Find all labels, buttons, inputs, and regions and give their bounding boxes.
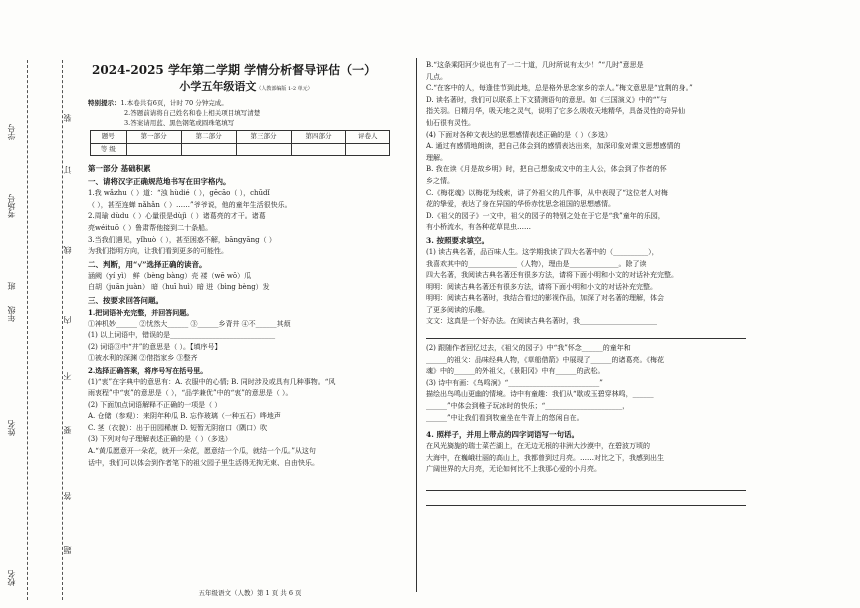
fill-line: 了更多阅读的乐趣。 bbox=[426, 305, 489, 314]
score-row-label: 等 级 bbox=[91, 143, 127, 156]
example-line: 广阔世界的大月亮，无论如何比不上我那心爱的小月亮。 bbox=[426, 465, 601, 474]
note-item: 1.本卷共有6页，计时 70 分钟完成。 bbox=[120, 99, 228, 107]
score-cell[interactable] bbox=[236, 143, 291, 156]
r-line: C.“在客中的人，每逢佳节到此地，总是格外思念家乡的亲人。”梅文意思是“宜荆的身。” bbox=[426, 84, 693, 93]
example-line: 大海中，在巍峨壮丽的高山上，我都曾到过月亮。……对比之下，我感到出生 bbox=[426, 453, 664, 462]
bind-label-class: 班 bbox=[7, 282, 16, 290]
q3-line: A.“黄瓜愿意开一朵花，就开一朵花，愿意结一个瓜，就结一个瓜。”从这句 bbox=[88, 447, 316, 456]
score-cell[interactable] bbox=[126, 143, 181, 156]
score-header: 第三部分 bbox=[236, 131, 291, 144]
fill-line: 明明：阅读古典名著还有很多方法，请将下面小明和小文的对话补充完整。 bbox=[426, 282, 657, 291]
r-line: C.《梅花魂》以梅花为线索，讲了外祖父的几件事，从中表现了“这位老人对梅 bbox=[426, 188, 668, 197]
r-line: 乡之情。 bbox=[426, 176, 454, 185]
q3-sub1: 1.把词语补充完整，并回答问题。 bbox=[88, 307, 194, 317]
r-line: A. 通过有感情地朗读，把自己体会到的感情表达出来，加深印象对课文思想感情的 bbox=[426, 142, 681, 151]
q3-title: 三、按要求回答问题。 bbox=[88, 295, 163, 305]
q3-line: ①神机妙______ ②忧然大______ ③______乡背井 ④不______其烦 bbox=[88, 319, 291, 328]
seal-char: 要 bbox=[63, 426, 72, 434]
subject: 小学五年级语文 bbox=[179, 80, 257, 93]
q1-line: 亮wéituō（ ）鲁肃帮他接到二十条船。 bbox=[88, 223, 213, 232]
fill-line: 明明：阅读古典名著时，我结合看过的影视作品，加深了对名著的理解，体会 bbox=[426, 294, 664, 303]
exam-title: 2024-2025 学年第二学期 学情分析督导评估（一） bbox=[92, 63, 377, 77]
score-table bbox=[90, 130, 390, 156]
notes-label: 特别提示： bbox=[88, 99, 121, 107]
page-footer: 五年级语文（人教）第 1 页 共 6 页 bbox=[198, 589, 302, 597]
q3-line: A. 仓储（参观）：来阴年种瓜 B. 忘作玻璃（一种五石）哗地声 bbox=[88, 412, 281, 421]
note-item: 3.答案请用蓝、黑色钢笔或圆珠笔填写 bbox=[124, 119, 235, 127]
score-cell[interactable] bbox=[291, 143, 346, 156]
score-header: 第四部分 bbox=[291, 131, 346, 144]
binding-margin bbox=[0, 0, 86, 608]
seal-char: 不 bbox=[63, 372, 72, 380]
note-item: 2.答题前请将自己姓名和卷上相关项目填写清楚 bbox=[124, 109, 261, 117]
r-line: 几点。 bbox=[426, 72, 447, 81]
r-line: 有小桥流水，有各种花草昆虫…… bbox=[426, 223, 531, 232]
fill-line: ______的祖父：品味经典人物，《草船借箭》中展现了______的诸葛亮。《梅花 bbox=[426, 355, 664, 364]
seal-char: 订 bbox=[63, 166, 72, 174]
answer-line[interactable] bbox=[426, 476, 746, 491]
fill-line: 文文：这真是一个好办法。在阅读古典名著时，我______________________ bbox=[426, 317, 657, 326]
bind-label-school: 校名 bbox=[7, 570, 16, 586]
seal-char: 题 bbox=[63, 546, 72, 554]
score-header: 第二部分 bbox=[181, 131, 236, 144]
q1-line: （ ），甚至连蝉 nǎhǎn（ ）……”爷爷说，他的童年生活很快乐。 bbox=[88, 200, 292, 209]
q3-line: (2) 词语③中“井”的意思是（ ）。【填序号】 bbox=[88, 342, 222, 351]
q3-line: (1) 以上词语中，错误的是______________________________ bbox=[88, 331, 276, 340]
seal-char: 答 bbox=[63, 492, 72, 500]
q3-sub2: 2.选择正确答案，将序号写在括号里。 bbox=[88, 365, 208, 375]
answer-line[interactable] bbox=[426, 328, 746, 339]
part1-heading: 第一部分 基础积累 bbox=[88, 164, 151, 174]
seal-char: 线 bbox=[63, 246, 72, 254]
q3-line: 话中，我们可以体会到作者笔下的祖父园子里生活得无拘无束、自由快乐。 bbox=[88, 458, 319, 467]
example-line: 在风光旖旎的瑞士菜芒湖上，在无边无根的非洲大沙漠中，在碧波万顷的 bbox=[426, 442, 650, 451]
fill-line: (3) 诗中有画：《鸟鸣涧》“__________________________” bbox=[426, 378, 603, 387]
bind-label-id: 学号 bbox=[7, 124, 16, 140]
q3-line: (1)“衷”在字典中的意思有：A. 衣服中的心情; B. 同时涉及或具有几种事物。“风 bbox=[88, 377, 336, 386]
score-header: 第一部分 bbox=[126, 131, 181, 144]
fill-line: ______”中让我们看到牧童坐在牛背上的悠闲自在。 bbox=[426, 413, 584, 422]
r-line: 理解。 bbox=[426, 153, 447, 162]
fill-line: 我喜欢其中的______________（人物），理由是______________。除了读 bbox=[426, 259, 647, 268]
bind-label-room: 考场号 bbox=[7, 194, 16, 218]
score-cell[interactable] bbox=[346, 143, 390, 156]
seal-char: 装 bbox=[63, 114, 72, 122]
r-line: B.“这条乘阳河少说也有了一二十道，几时所说有太少！”“几时”意思是 bbox=[426, 61, 644, 69]
right-column bbox=[426, 60, 746, 600]
r-line: D.《祖父的园子》一文中，祖父的园子的特别之处在于它是“我”童年的乐园， bbox=[426, 211, 665, 220]
column-divider bbox=[416, 58, 417, 592]
fill-line: 描绘出鸟鸣山更幽的情境。诗中有童趣：我们从“歇或玉碧穿林鸣，______ bbox=[426, 390, 654, 399]
q1-line: 2.周瑜 dùdu（ ）心量很是dùjì（ ）诸葛亮的才干。诸葛 bbox=[88, 212, 266, 221]
r-line: 花的挚爱，表达了身在异国的华侨赤忱思念祖国的思想感情。 bbox=[426, 200, 615, 209]
seal-char: 内 bbox=[63, 316, 72, 324]
fill-line: 四大名著，我阅读古典名著还有很多方法，请将下面小明和小文的对话补充完整。 bbox=[426, 271, 678, 280]
q3-line: (3) 下列对句子理解表述正确的是（ ）（多选） bbox=[88, 435, 232, 444]
q1-title: 一、请将汉字正确规范地书写在田字格内。 bbox=[88, 177, 231, 187]
answer-line[interactable] bbox=[426, 491, 746, 506]
bind-label-name: 姓名 bbox=[7, 420, 16, 436]
score-header: 评卷人 bbox=[346, 131, 390, 144]
q3-line: ①被水利的深渊 ②借指家乡 ③整齐 bbox=[88, 354, 198, 363]
r-line: 指关羽。日精月华，吸天地之灵气，说明了它多么吸收天地精华，具备灵性的奇异仙 bbox=[426, 107, 685, 116]
score-header: 题号 bbox=[91, 131, 127, 144]
q2-line: 白胡（juān juàn） 暗（huī huì）暗 迸（bìng bèng）发 bbox=[88, 283, 270, 292]
fill-line: 魂》中的______的外祖父，《景阳冈》中有______的武松。 bbox=[426, 367, 605, 376]
q3-line: C. 茎（衣貌）：出于田园稀康 D. 短暂无阴宿口（隅口）吹 bbox=[88, 423, 268, 432]
r-line: 仙石很有灵性。 bbox=[426, 118, 475, 127]
q2-title: 二、判断，用“√”选择正确的读音。 bbox=[88, 259, 207, 269]
q1-line: 为我们指明方向，让我们看到更多的可能性。 bbox=[88, 247, 228, 256]
r-line: B. 我在读《月是故乡明》时，把自己想象成文中的主人公，体会到了作者的怀 bbox=[426, 165, 667, 174]
q1-line: 1.我 wǎzhu（ ）道：“浊 hùdié（ ），gēcāo（ ），chūdǐ bbox=[88, 189, 270, 198]
fill-line: ______”中体会到稚子玩冰时的快乐；“______________________， bbox=[426, 402, 630, 411]
exam-subtitle bbox=[88, 80, 404, 96]
q-fill-title: 3. 按照要求填空。 bbox=[426, 235, 489, 245]
q-sentence-title: 4. 照样子，并用上带点的四字词语写一句话。 bbox=[426, 430, 579, 440]
left-column bbox=[88, 60, 404, 600]
special-notes bbox=[88, 98, 404, 128]
r-line: D. 读名著时，我们可以联系上下文猜测语句的意思。如《三国演义》中的“”与 bbox=[426, 95, 667, 104]
edition-note: （人教部编版 1-2 单元） bbox=[256, 86, 313, 92]
fill-line: (1) 读古典名著，品百味人生。这学期我读了四大名著中的（__________）， bbox=[426, 247, 659, 256]
q3-line: (2) 下面加点词语解释不正确的一项是（ ） bbox=[88, 400, 222, 409]
q1-line: 3.当我们遇见，yǐhuò（ ），甚至困惑不解，bāngyāng（ ） bbox=[88, 235, 276, 244]
r-line: (4) 下面对各种文表达的思想感情表述正确的是（ ）（多选） bbox=[426, 130, 612, 139]
fill-line: (2) 跟随作者回忆过去，《祖父的园子》中“我”怀念______的童年和 bbox=[426, 344, 631, 353]
bind-label-grade: 年级 bbox=[7, 306, 16, 322]
score-cell[interactable] bbox=[181, 143, 236, 156]
q2-line: 涵阙（yí yì） 鲜（bèng bàng）壳 褛（wē wō）瓜 bbox=[88, 271, 252, 280]
q3-line: 雨衷程”中“衷”的意思是（ ），“品学兼优”中的“衷”的意思是（ ）。 bbox=[88, 389, 293, 398]
seal-line bbox=[62, 60, 63, 600]
fill-line bbox=[27, 60, 28, 600]
